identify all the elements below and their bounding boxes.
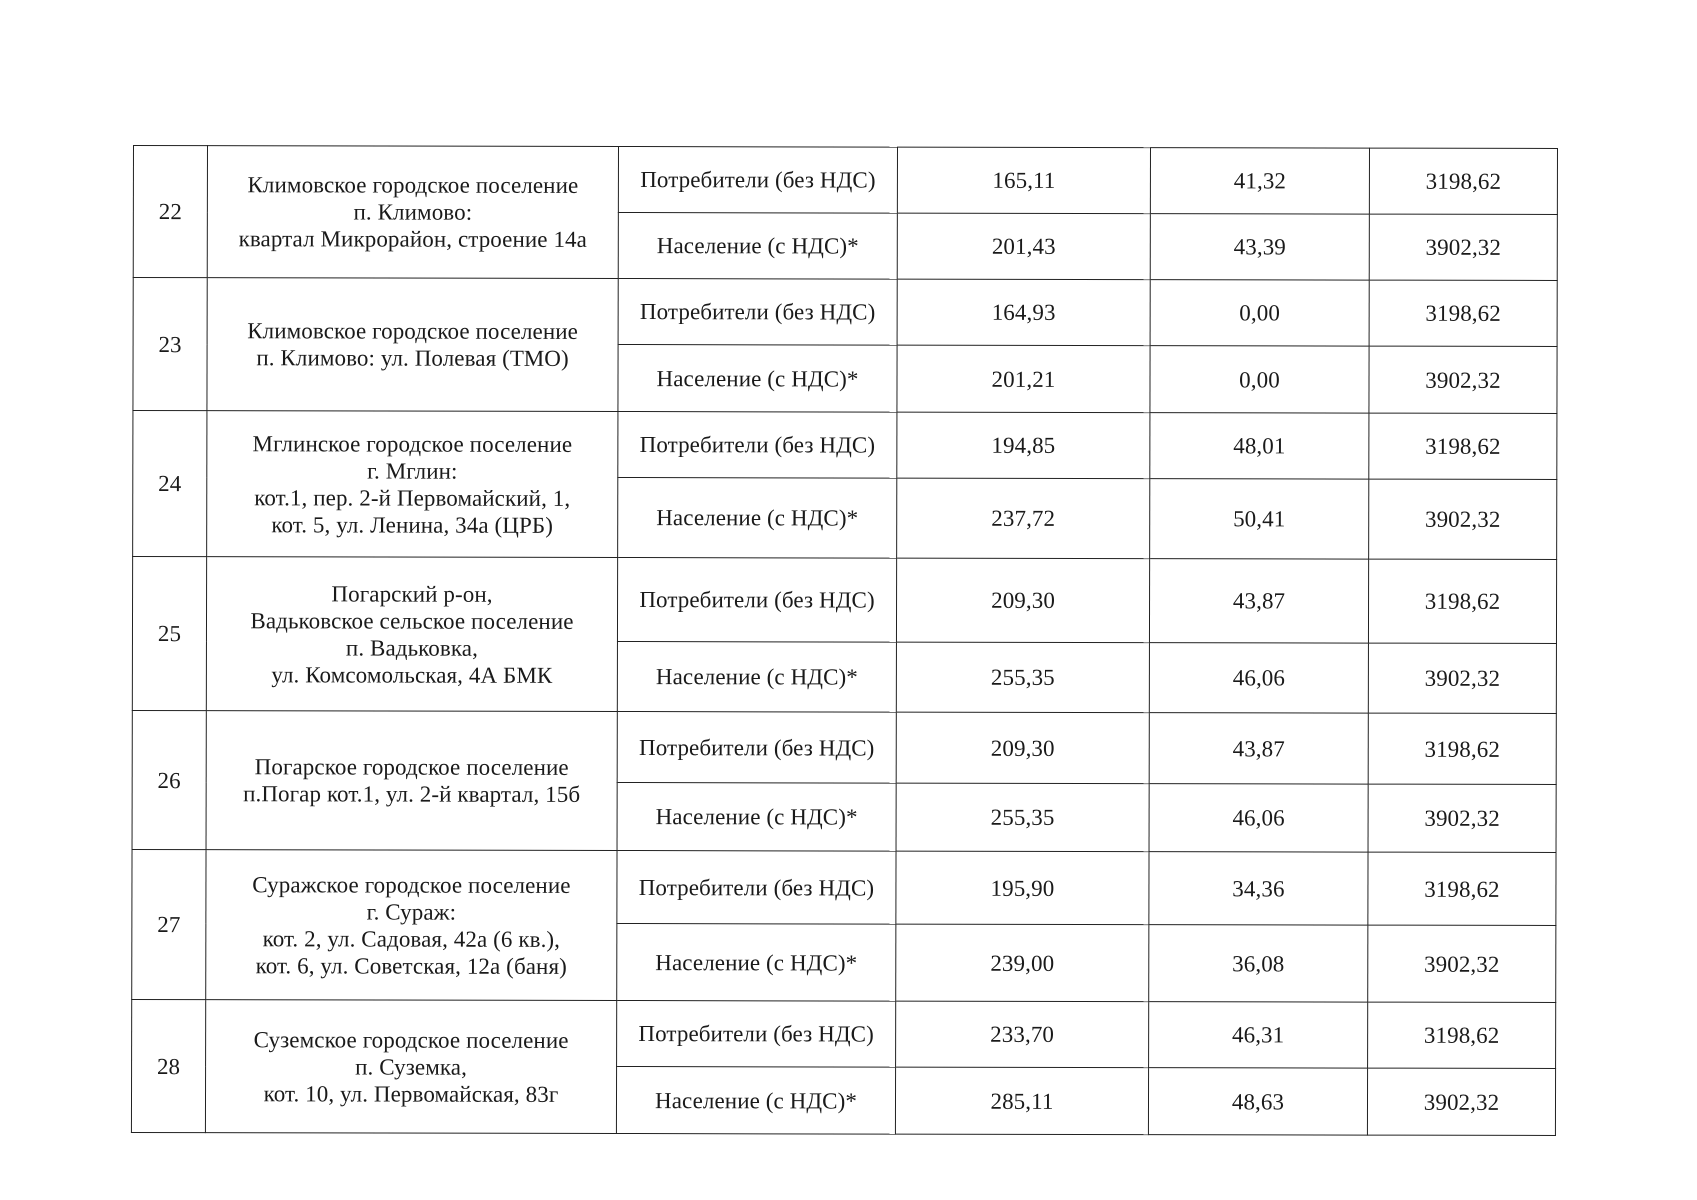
tariff-value-2: 41,32 <box>1150 148 1369 214</box>
tariff-value-3: 3198,62 <box>1369 280 1557 346</box>
tariff-value-1: 165,11 <box>897 147 1150 214</box>
tariff-value-2: 46,06 <box>1149 784 1368 852</box>
tariff-value-3: 3198,62 <box>1369 413 1557 479</box>
consumer-category: Потребители (без НДС) <box>618 147 897 214</box>
tariff-value-1: 201,43 <box>897 213 1150 280</box>
tariff-value-1: 255,35 <box>896 642 1149 713</box>
tariff-value-2: 46,31 <box>1149 1002 1368 1068</box>
tariff-value-3: 3198,62 <box>1368 852 1556 925</box>
address-line: Погарский р-он, <box>331 580 493 607</box>
consumer-category: Потребители (без НДС) <box>617 712 896 784</box>
tariff-value-3: 3902,32 <box>1369 346 1557 413</box>
table-row-consumers <box>133 278 1557 347</box>
tariff-table-body <box>131 146 1557 1136</box>
tariff-value-3: 3902,32 <box>1368 784 1556 852</box>
tariff-value-3: 3902,32 <box>1369 214 1557 280</box>
address-line: ул. Комсомольская, 4А БМК <box>271 661 553 688</box>
consumer-category: Население (с НДС)* <box>617 642 896 713</box>
table-row-consumers <box>132 710 1556 784</box>
settlement-address <box>205 1000 616 1134</box>
tariff-value-1: 255,35 <box>896 783 1149 852</box>
tariff-value-1: 209,30 <box>896 712 1149 784</box>
settlement-address <box>207 146 618 279</box>
tariff-value-3: 3902,32 <box>1368 925 1556 1002</box>
settlement-address <box>206 557 617 712</box>
tariff-value-1: 285,11 <box>895 1067 1148 1135</box>
tariff-value-3: 3198,62 <box>1368 559 1556 643</box>
row-number: 27 <box>132 849 206 999</box>
tariff-value-2: 34,36 <box>1149 852 1368 925</box>
tariff-value-3: 3902,32 <box>1367 1068 1555 1135</box>
table-row-consumers <box>133 411 1557 480</box>
address-line: Погарское городское поселение <box>254 754 569 780</box>
tariff-value-1: 237,72 <box>897 478 1150 559</box>
table-row-consumers <box>132 999 1556 1068</box>
consumer-category: Потребители (без НДС) <box>617 851 896 925</box>
address-line: Суражское городское поселение <box>252 871 571 898</box>
tariff-value-2: 0,00 <box>1150 280 1369 346</box>
address-line: п.Погар кот.1, ул. 2-й квартал, 15б <box>243 781 581 807</box>
consumer-category: Потребители (без НДС) <box>617 1001 896 1068</box>
tariff-value-2: 43,39 <box>1150 214 1369 280</box>
address-line: кот. 2, ул. Садовая, 42а (6 кв.), <box>262 925 561 952</box>
tariff-value-2: 50,41 <box>1150 479 1369 559</box>
row-number: 25 <box>132 557 206 711</box>
settlement-address <box>207 278 618 412</box>
tariff-value-2: 46,06 <box>1149 643 1368 713</box>
tariff-table <box>131 145 1558 1136</box>
settlement-address <box>206 711 617 851</box>
tariff-value-3: 3902,32 <box>1369 479 1557 559</box>
address-line: кот.1, пер. 2-й Первомайский, 1, <box>254 484 571 511</box>
address-line: Суземское городское поселение <box>253 1026 569 1053</box>
address-line: п. Суземка, <box>355 1053 468 1080</box>
document-page <box>131 145 1557 1136</box>
consumer-category: Население (с НДС)* <box>616 1067 895 1135</box>
tariff-value-3: 3198,62 <box>1368 1002 1556 1068</box>
tariff-value-2: 43,87 <box>1149 559 1368 643</box>
tariff-value-3: 3198,62 <box>1368 713 1556 784</box>
tariff-value-2: 48,63 <box>1148 1068 1367 1135</box>
consumer-category: Потребители (без НДС) <box>618 412 897 479</box>
address-line: кот. 6, ул. Советская, 12а (баня) <box>255 952 567 979</box>
address-line: Мглинское городское поселение <box>252 430 573 457</box>
address-line: Вадьковское сельское поселение <box>250 607 574 634</box>
tariff-value-1: 201,21 <box>897 345 1150 413</box>
table-row-consumers <box>133 146 1557 215</box>
settlement-address <box>206 850 617 1001</box>
tariff-value-1: 195,90 <box>896 851 1149 925</box>
tariff-value-2: 36,08 <box>1149 925 1368 1002</box>
row-number: 24 <box>133 411 207 557</box>
consumer-category: Население (с НДС)* <box>617 924 896 1002</box>
row-number: 28 <box>131 999 205 1132</box>
consumer-category: Население (с НДС)* <box>618 478 897 559</box>
row-number: 23 <box>133 278 207 411</box>
address-line: г. Мглин: <box>367 457 458 484</box>
address-line: квартал Микрорайон, строение 14а <box>238 226 588 252</box>
address-line: п. Климово: <box>353 199 473 225</box>
tariff-value-1: 239,00 <box>896 924 1149 1002</box>
tariff-value-3: 3902,32 <box>1368 643 1556 713</box>
tariff-value-1: 233,70 <box>896 1001 1149 1068</box>
table-row-consumers <box>132 849 1556 925</box>
tariff-value-3: 3198,62 <box>1369 148 1557 214</box>
tariff-value-1: 164,93 <box>897 279 1150 346</box>
consumer-category: Потребители (без НДС) <box>618 279 897 346</box>
tariff-value-2: 48,01 <box>1150 413 1369 479</box>
address-line: Климовское городское поселение <box>247 318 579 344</box>
address-line: кот. 10, ул. Первомайская, 83г <box>263 1080 559 1107</box>
address-line: п. Климово: ул. Полевая (ТМО) <box>256 345 569 371</box>
row-number: 22 <box>133 146 207 278</box>
address-line: п. Вадьковка, <box>345 634 478 661</box>
consumer-category: Население (с НДС)* <box>617 783 896 852</box>
row-number: 26 <box>132 710 206 849</box>
tariff-value-1: 194,85 <box>897 412 1150 479</box>
tariff-value-2: 43,87 <box>1149 713 1368 784</box>
consumer-category: Население (с НДС)* <box>618 345 897 413</box>
tariff-value-1: 209,30 <box>896 558 1149 643</box>
tariff-value-2: 0,00 <box>1150 346 1369 413</box>
settlement-address <box>207 411 618 558</box>
table-row-consumers <box>132 557 1556 644</box>
address-line: Климовское городское поселение <box>247 172 579 198</box>
address-line: кот. 5, ул. Ленина, 34а (ЦРБ) <box>271 511 554 538</box>
consumer-category: Население (с НДС)* <box>618 213 897 280</box>
consumer-category: Потребители (без НДС) <box>617 558 896 643</box>
address-line: г. Сураж: <box>366 898 457 925</box>
